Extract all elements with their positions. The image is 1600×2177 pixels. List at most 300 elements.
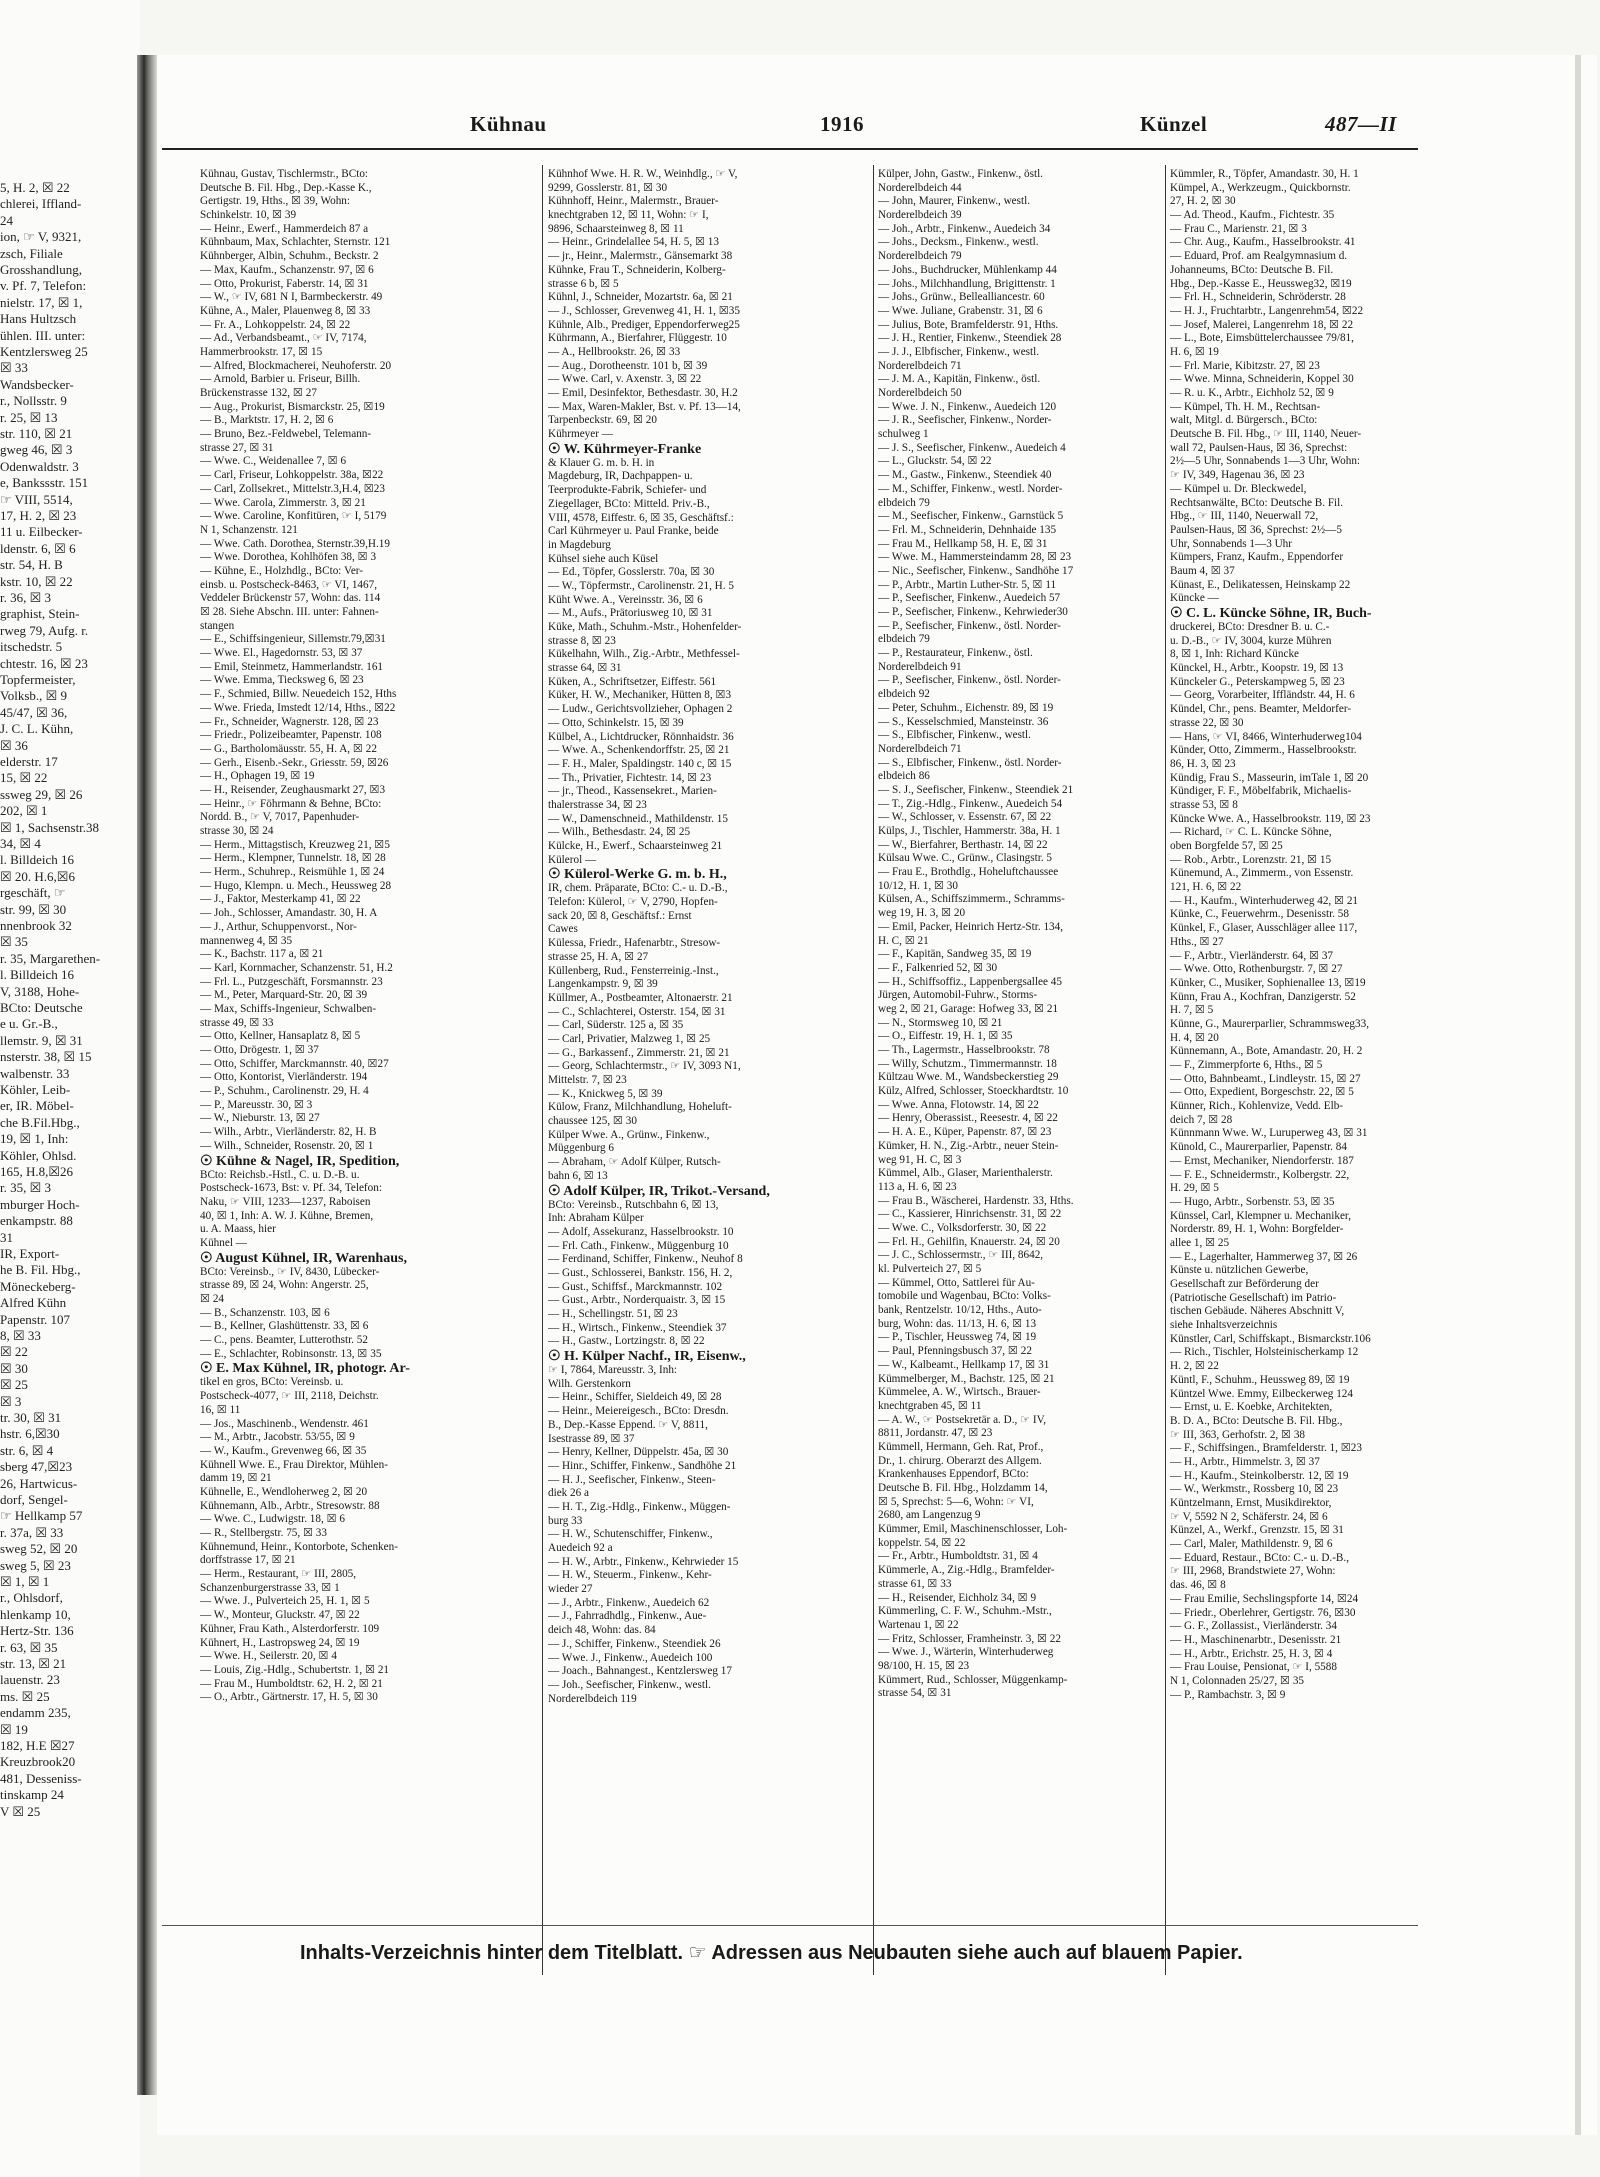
directory-entry-line: Külper Wwe. A., Grünw., Finkenw., — [548, 1128, 710, 1141]
directory-entry-line: H. 7, ☒ 5 — [1170, 1004, 1214, 1017]
directory-entry-line: — Gust., Schlosserei, Bankstr. 156, H. 2, — [548, 1266, 733, 1279]
left-page-line: r., Nollsstr. 9 — [0, 393, 67, 409]
directory-entry-line: (Patriotische Gesellschaft) im Patrio- — [1170, 1291, 1337, 1304]
directory-entry-line: knechtgraben 12, ☒ 11, Wohn: ☞ I, — [548, 209, 709, 222]
directory-entry-line: Rechtsanwälte, BCto: Deutsche B. Fil. — [1170, 496, 1344, 509]
directory-entry-line: — L., Gluckstr. 54, ☒ 22 — [878, 455, 992, 468]
left-page-line: 45/47, ☒ 36, — [0, 704, 68, 720]
directory-entry-line: — Kümpel, Th. H. M., Rechtsan- — [1170, 400, 1321, 413]
directory-entry-line: Deutsche B. Fil. Hbg., ☞ III, 1140, Neuer- — [1170, 428, 1362, 441]
directory-entry-line: — Hinr., Schiffer, Finkenw., Sandhöhe 21 — [548, 1459, 737, 1472]
directory-entry-line: Künker, C., Musiker, Sophienallee 13, ☒19 — [1170, 976, 1366, 989]
left-page-line: che B.Fil.Hbg., — [0, 1114, 80, 1130]
directory-entry-line: — Friedr., Polizeibeamter, Papenstr. 108 — [200, 729, 382, 742]
directory-entry-line: — L., Bote, Eimsbüttelerchaussee 79/81, — [1170, 332, 1354, 345]
directory-entry-line: — S., Elbfischer, Finkenw., östl. Norder- — [878, 756, 1062, 769]
directory-entry-line: Küker, H. W., Mechaniker, Hütten 8, ☒3 — [548, 689, 732, 702]
directory-entry-line: Norderelbdeich 44 — [878, 181, 962, 194]
left-page-line: Hans Hultzsch — [0, 311, 77, 327]
directory-entry-line: Külsen, A., Schiffszimmerm., Schramms- — [878, 893, 1065, 906]
directory-entry-line: ☒ 5, Sprechst: 5—6, Wohn: ☞ VI, — [878, 1495, 1034, 1508]
directory-entry-line: — Th., Privatier, Fichtestr. 14, ☒ 23 — [548, 771, 712, 784]
left-page-line: e, Bankssstr. 151 — [0, 475, 89, 491]
column-divider — [1165, 165, 1166, 1975]
directory-entry-line: — O., Arbtr., Gärtnerstr. 17, H. 5, ☒ 30 — [200, 1691, 378, 1704]
directory-entry-line: — Wwe. Carola, Zimmerstr. 3, ☒ 21 — [200, 496, 366, 509]
left-page-line: r. 36, ☒ 3 — [0, 590, 52, 605]
directory-entry-line: Künnemann, A., Bote, Amandastr. 20, H. 2 — [1170, 1045, 1363, 1058]
directory-entry-line: Kündig, Frau S., Masseurin, imTale 1, ☒ 20 — [1170, 771, 1369, 784]
directory-entry-line: Hammerbrookstr. 17, ☒ 15 — [200, 345, 323, 358]
directory-entry-line: BCto: Reichsb.-Hstl., C. u. D.-B. u. — [200, 1168, 360, 1181]
directory-entry-line: u. A. Maass, hier — [200, 1223, 276, 1236]
left-page-line: Köhler, Leib- — [0, 1082, 71, 1097]
directory-entry-line: — Ad., Verbandsbeamt., ☞ IV, 7174, — [200, 332, 367, 345]
directory-entry-line: Krankenhauses Eppendorf, BCto: — [878, 1468, 1029, 1481]
directory-entry-line: — Aug., Prokurist, Bismarckstr. 25, ☒19 — [200, 400, 385, 413]
directory-entry-line: — M., Seefischer, Finkenw., Garnstück 5 — [878, 510, 1064, 523]
directory-entry-line: — H. W., Schutenschiffer, Finkenw., — [548, 1528, 713, 1541]
directory-entry-line: — W., Bierfahrer, Berthastr. 14, ☒ 22 — [878, 838, 1048, 851]
left-page-line: ☒ 1, Sachsenstr.38 — [0, 819, 100, 835]
left-page-line: 17, H. 2, ☒ 23 — [0, 508, 77, 523]
directory-entry-line: — Emil, Desinfektor, Bethesdastr. 30, H.2 — [548, 387, 738, 399]
directory-entry-line: — Fritz, Schlosser, Framheinstr. 3, ☒ 22 — [878, 1632, 1061, 1645]
left-page-line: Köhler, Ohlsd. — [0, 1147, 77, 1163]
directory-entry-line: strasse 30, ☒ 24 — [200, 825, 274, 837]
directory-entry-line: — S., Elbfischer, Finkenw., westl. — [878, 729, 1031, 742]
directory-entry-line: — Herm., Klempner, Tunnelstr. 18, ☒ 28 — [200, 852, 386, 865]
directory-entry-line: Magdeburg, IR, Dachpappen- u. — [548, 470, 693, 483]
directory-entry-line: Jürgen, Automobil-Fuhrw., Storms- — [878, 989, 1038, 1002]
directory-entry-line: Kührmeyer — — [548, 428, 613, 441]
left-page-line: 26, Hartwicus- — [0, 1475, 78, 1491]
directory-entry-line: — Friedr., Oberlehrer, Gertigstr. 76, ☒30 — [1170, 1606, 1356, 1619]
directory-entry-line: Künzel, A., Werkf., Grenzstr. 15, ☒ 31 — [1170, 1524, 1344, 1537]
directory-entry-line: Kümker, H. N., Zig.-Arbtr., neuer Stein- — [878, 1139, 1059, 1152]
directory-entry-line: — Carl, Privatier, Malzweg 1, ☒ 25 — [548, 1032, 711, 1045]
directory-entry-line: Kümmer, Emil, Maschinenschlosser, Loh- — [878, 1523, 1068, 1536]
directory-entry-line: — Ernst, u. E. Koebke, Architekten, — [1170, 1401, 1333, 1414]
directory-entry-line: ☉ August Kühnel, IR, Warenhaus, — [200, 1250, 407, 1266]
directory-entry-line: — Wwe. J., Pulverteich 25, H. 1, ☒ 5 — [200, 1595, 370, 1608]
left-page-line: he B. Fil. Hbg., — [0, 1262, 81, 1278]
directory-entry-line: VIII, 4578, Eiffestr. 6, ☒ 35, Geschäftsf.: — [548, 511, 734, 524]
directory-entry-line: — Kühne, E., Holzhdlg., BCto: Ver- — [200, 564, 364, 577]
directory-entry-line: — Gust., Arbtr., Norderquaistr. 3, ☒ 15 — [548, 1294, 726, 1307]
left-page-line: ☒ 36 — [0, 737, 28, 753]
left-page-line: J. C. L. Kühn, — [0, 721, 74, 737]
left-page-line: str. 6, ☒ 4 — [0, 1442, 54, 1458]
left-page-line: Odenwaldstr. 3 — [0, 458, 79, 474]
directory-entry-line: — Kümmel, Otto, Sattlerei für Au- — [878, 1276, 1035, 1289]
directory-entry-line: H. 6, ☒ 19 — [1170, 345, 1219, 358]
directory-entry-line: — S. J., Seefischer, Finkenw., Steendiek 21 — [878, 783, 1074, 796]
directory-entry-line: ☉ W. Kührmeyer-Franke — [548, 441, 702, 457]
directory-entry-line: ☞ III, 363, Gerhofstr. 2, ☒ 38 — [1170, 1428, 1306, 1441]
directory-entry-line: — Kümpel u. Dr. Bleckwedel, — [1170, 482, 1307, 495]
directory-entry-line: — Wwe. H., Seilerstr. 20, ☒ 4 — [200, 1650, 337, 1663]
header-year: 1916 — [820, 112, 864, 136]
directory-entry-line: — Frau B., Wäscherei, Hardenstr. 33, Hths. — [878, 1194, 1074, 1207]
directory-entry-line: — W., Schlosser, v. Essenstr. 67, ☒ 22 — [878, 811, 1052, 824]
directory-entry-line: burg, Wohn: das. 11/13, H. 6, ☒ 13 — [878, 1317, 1037, 1330]
directory-entry-line: ☒ 24 — [200, 1293, 225, 1305]
directory-entry-line: Külerol — — [548, 853, 597, 866]
directory-entry-line: Postscheck-1673, Bst: v. Pf. 34, Telefon: — [200, 1182, 382, 1195]
directory-entry-line: elbdeich 86 — [878, 770, 930, 783]
directory-entry-line: — S., Kesselschmied, Mansteinstr. 36 — [878, 715, 1049, 728]
directory-entry-line: Kümmert, Rud., Schlosser, Müggenkamp- — [878, 1673, 1068, 1686]
directory-entry-line: — Heinr., Grindelallee 54, H. 5, ☒ 13 — [548, 236, 719, 249]
left-page-line: l. Billdeich 16 — [0, 967, 75, 983]
directory-entry-line: ☉ Külerol-Werke G. m. b. H., — [548, 867, 727, 883]
directory-entry-line: — Georg, Schlachtermstr., ☞ IV, 3093 N1, — [548, 1060, 741, 1073]
directory-entry-line: — H. W., Arbtr., Finkenw., Kehrwieder 15 — [548, 1555, 739, 1568]
left-page-line: er, IR. Möbel- — [0, 1098, 74, 1114]
directory-entry-line: 2680, am Langenzug 9 — [878, 1509, 981, 1522]
directory-entry-line: — W., Kaufm., Grevenweg 66, ☒ 35 — [200, 1444, 367, 1457]
directory-entry-line: Kühnle, Alb., Prediger, Eppendorferweg25 — [548, 318, 740, 331]
directory-entry-line: — P., Restaurateur, Finkenw., östl. — [878, 647, 1033, 660]
directory-entry-line: — J., Fahrradhdlg., Finkenw., Aue- — [548, 1610, 707, 1623]
directory-entry-line: — H., Kaufm., Steinkolberstr. 12, ☒ 19 — [1170, 1469, 1349, 1482]
left-page-line: r. 35, Margarethen- — [0, 950, 101, 966]
left-page-line: sweg 52, ☒ 20 — [0, 1541, 78, 1557]
directory-entry-line: Külps, J., Tischler, Hammerstr. 38a, H. 1 — [878, 825, 1061, 837]
directory-entry-line: BCto: Vereinsb., Rutschbahn 6, ☒ 13, — [548, 1198, 719, 1211]
directory-entry-line: — Herm., Mittagstisch, Kreuzweg 21, ☒5 — [200, 838, 390, 851]
directory-entry-line: — W., Nieburstr. 13, ☒ 27 — [200, 1112, 320, 1125]
directory-entry-line: H. 2, ☒ 22 — [1170, 1360, 1219, 1373]
directory-entry-line: — C., Kassierer, Hinrichsenstr. 31, ☒ 22 — [878, 1208, 1062, 1221]
left-page-line: sweg 5, ☒ 23 — [0, 1557, 71, 1573]
column-divider — [873, 165, 874, 1975]
directory-entry-line: Telefon: Külerol, ☞ V, 2790, Hopfen- — [548, 896, 718, 909]
directory-entry-line: — J. R., Seefischer, Finkenw., Norder- — [878, 414, 1052, 427]
directory-entry-line: — M., Peter, Marquard-Str. 20, ☒ 39 — [200, 989, 368, 1002]
book-gutter — [137, 55, 157, 2095]
directory-entry-line: — Wwe. J., Wärterin, Winterhuderweg — [878, 1646, 1054, 1659]
directory-entry-line: 121, H. 6, ☒ 22 — [1170, 881, 1242, 894]
directory-entry-line: — Arnold, Barbier u. Friseur, Billh. — [200, 373, 361, 386]
directory-entry-line: oben Borgfelde 57, ☒ 25 — [1170, 840, 1283, 852]
left-page-line: rweg 79, Aufg. r. — [0, 622, 89, 638]
left-page-line: Kreuzbrook20 — [0, 1754, 76, 1770]
directory-entry-line: — Wwe. Cath. Dorothea, Sternstr.39,H.19 — [200, 537, 390, 550]
directory-entry-line: — K., Knickweg 5, ☒ 39 — [548, 1087, 663, 1100]
directory-entry-line: 16, ☒ 11 — [200, 1403, 241, 1416]
directory-entry-line: tomobile und Wagenbau, BCto: Volks- — [878, 1290, 1051, 1303]
directory-entry-line: — P., Seefischer, Finkenw., östl. Norder- — [878, 674, 1061, 687]
directory-entry-line: — Peter, Schuhm., Eichenstr. 89, ☒ 19 — [878, 701, 1054, 714]
left-page-line: v. Pf. 7, Telefon: — [0, 278, 87, 294]
directory-entry-line: — Frau Louise, Pensionat, ☞ I, 5588 — [1170, 1661, 1337, 1674]
directory-entry-line: Deutsche B. Fil. Hbg., Holzdamm 14, — [878, 1482, 1048, 1494]
left-page-line: ☒ 20. H.6,☒6 — [0, 868, 75, 884]
directory-entry-line: — John, Maurer, Finkenw., westl. — [878, 195, 1031, 208]
directory-entry-line: Nordd. B., ☞ V, 7017, Papenhuder- — [200, 811, 360, 824]
directory-entry-line: druckerei, BCto: Dresdner B. u. C.- — [1170, 621, 1330, 633]
header-right-word: Künzel — [1140, 112, 1208, 136]
directory-entry-line: 98/100, H. 15, ☒ 23 — [878, 1659, 970, 1672]
directory-entry-line: Hbg., ☞ III, 1140, Neuerwall 72, — [1170, 510, 1319, 523]
directory-entry-line: — Julius, Bote, Bramfelderstr. 91, Hths. — [878, 318, 1059, 331]
directory-entry-line: N 1, Schanzenstr. 121 — [200, 523, 298, 536]
directory-entry-line: — jr., Theod., Kassensekret., Marien- — [548, 785, 717, 798]
directory-entry-line: — W., Kalbeamt., Hellkamp 17, ☒ 31 — [878, 1358, 1050, 1371]
directory-entry-line: — H. T., Zig.-Hdlg., Finkenw., Müggen- — [548, 1500, 731, 1513]
left-page-line: ☞ VIII, 5514, — [0, 491, 73, 507]
directory-entry-line: N 1, Colonnaden 25/27, ☒ 35 — [1170, 1674, 1305, 1687]
directory-entry-line: — Ferdinand, Schiffer, Finkenw., Neuhof 8 — [548, 1253, 743, 1266]
directory-entry-line: Kühne, A., Maler, Plauenweg 8, ☒ 33 — [200, 304, 371, 317]
left-page-line: zsch, Filiale — [0, 245, 63, 261]
left-page-line: 15, ☒ 22 — [0, 770, 48, 786]
directory-entry-line: Norderelbdeich 71 — [878, 359, 962, 372]
left-page-line: hlenkamp 10, — [0, 1606, 71, 1622]
directory-entry-line: Wilh. Gerstenkorn — [548, 1377, 631, 1390]
directory-entry-line: strasse 53, ☒ 8 — [1170, 798, 1238, 811]
directory-entry-line: schulweg 1 — [878, 428, 929, 441]
directory-entry-line: Uhr, Sonnabends 1—3 Uhr — [1170, 537, 1292, 550]
directory-entry-line: Kühnhof Wwe. H. R. W., Weinhdlg., ☞ V, — [548, 168, 738, 180]
directory-entry-line: — O., Eiffestr. 19, H. 1, ☒ 35 — [878, 1030, 1013, 1043]
directory-column-2 — [548, 168, 868, 1808]
left-page-line: dorf, Sengel- — [0, 1492, 68, 1507]
left-page-line: nsterstr. 38, ☒ 15 — [0, 1049, 92, 1065]
directory-entry-line: — Frau Emilie, Sechslingspforte 14, ☒24 — [1170, 1592, 1359, 1605]
directory-entry-line: — B., Marktstr. 17, H. 2, ☒ 6 — [200, 414, 334, 427]
directory-entry-line: Künke, C., Feuerwehrm., Desenisstr. 58 — [1170, 908, 1349, 921]
directory-entry-line: — B., Schanzenstr. 103, ☒ 6 — [200, 1306, 330, 1319]
left-page-line: V ☒ 25 — [0, 1803, 41, 1819]
directory-entry-line: Külsau Wwe. C., Grünw., Clasingstr. 5 — [878, 852, 1053, 865]
directory-entry-line: Hbg., Dep.-Kasse E., Heussweg32, ☒19 — [1170, 277, 1352, 290]
directory-entry-line: u. D.-B., ☞ IV, 3004, kurze Mühren — [1170, 634, 1332, 647]
directory-entry-line: — Joh., Arbtr., Finkenw., Auedeich 34 — [878, 222, 1051, 235]
directory-entry-line: einsb. u. Postscheck-8463, ☞ VI, 1467, — [200, 578, 378, 591]
directory-entry-line: — Frl. M., Schneiderin, Dehnhaide 135 — [878, 523, 1057, 536]
directory-entry-line: Külz, Alfred, Schlosser, Stoeckhardtstr. 10 — [878, 1085, 1069, 1098]
directory-entry-line: H. C, ☒ 21 — [878, 934, 929, 947]
directory-entry-line: — Adolf, Assekuranz, Hasselbrookstr. 10 — [548, 1225, 734, 1238]
directory-entry-line: ☞ I, 7864, Mareusstr. 3, Inh: — [548, 1364, 678, 1377]
directory-entry-line: — Bruno, Bez.-Feldwebel, Telemann- — [200, 428, 372, 441]
directory-entry-line: Carl Kührmeyer u. Paul Franke, beide — [548, 525, 719, 538]
directory-entry-line: 2½—5 Uhr, Sonnabends 1—3 Uhr, Wohn: — [1170, 455, 1361, 468]
directory-entry-line: B. D. A., BCto: Deutsche B. Fil. Hbg., — [1170, 1414, 1343, 1427]
left-page-line: 34, ☒ 4 — [0, 836, 41, 851]
directory-entry-line: Kühnberger, Albin, Schuhm., Beckstr. 2 — [200, 250, 379, 263]
directory-entry-line: — Wwe. M., Hammersteindamm 28, ☒ 23 — [878, 551, 1072, 564]
directory-entry-line: Küken, A., Schriftsetzer, Eiffestr. 561 — [548, 675, 717, 688]
directory-entry-line: Künold, C., Maurerparlier, Papenstr. 84 — [1170, 1141, 1347, 1154]
directory-entry-line: — J. S., Seefischer, Finkenw., Auedeich 4 — [878, 441, 1066, 454]
directory-entry-line: — J. H., Rentier, Finkenw., Steendiek 28 — [878, 332, 1062, 345]
directory-entry-line: — Joh., Seefischer, Finkenw., westl. — [548, 1678, 711, 1691]
left-page-line: Alfred Kühn — [0, 1295, 67, 1311]
directory-entry-line: — F., Schiffsingen., Bramfelderstr. 1, ☒23 — [1170, 1442, 1362, 1455]
left-page-line: elderstr. 17 — [0, 754, 58, 769]
directory-entry-line: — Frl. Marie, Kibitzstr. 27, ☒ 23 — [1170, 359, 1320, 372]
directory-entry-line: Johanneums, BCto: Deutsche B. Fil. — [1170, 263, 1334, 276]
directory-entry-line: — Rob., Arbtr., Lorenzstr. 21, ☒ 15 — [1170, 853, 1332, 866]
directory-entry-line: Tarpenbeckstr. 69, ☒ 20 — [548, 414, 657, 427]
directory-entry-line: Künner, Rich., Kohlenvize, Vedd. Elb- — [1170, 1100, 1344, 1113]
left-page-line: rgeschäft, ☞ — [0, 885, 66, 901]
directory-entry-line: in Magdeburg — [548, 538, 611, 551]
directory-entry-line: — Josef, Malerei, Langenrehm 18, ☒ 22 — [1170, 318, 1354, 331]
directory-entry-line: strasse 54, ☒ 31 — [878, 1687, 952, 1700]
directory-entry-line: Mittelstr. 7, ☒ 23 — [548, 1074, 627, 1086]
directory-column-3 — [878, 168, 1198, 1808]
directory-entry-line: — T., Zig.-Hdlg., Finkenw., Auedeich 54 — [878, 797, 1063, 810]
directory-entry-line: Künn, Frau A., Kochfran, Danzigerstr. 52 — [1170, 990, 1356, 1003]
directory-entry-line: strasse 25, H. A, ☒ 27 — [548, 950, 649, 963]
directory-entry-line: — M., Schiffer, Finkenw., westl. Norder- — [878, 482, 1063, 495]
directory-entry-line: — Fr., Arbtr., Humboldtstr. 31, ☒ 4 — [878, 1550, 1038, 1563]
directory-entry-line: — Richard, ☞ C. L. Küncke Söhne, — [1170, 826, 1332, 839]
directory-entry-line: Kümpers, Franz, Kaufm., Eppendorfer — [1170, 551, 1344, 564]
directory-entry-line: — Johs., Buchdrucker, Mühlenkamp 44 — [878, 263, 1057, 276]
directory-entry-line: Künckel, H., Arbtr., Koopstr. 19, ☒ 13 — [1170, 662, 1344, 675]
directory-entry-line: bank, Rentzelstr. 10/12, Hths., Auto- — [878, 1304, 1042, 1317]
directory-entry-line: — Fr., Schneider, Wagnerstr. 128, ☒ 23 — [200, 715, 379, 728]
directory-entry-line: — H., Ophagen 19, ☒ 19 — [200, 770, 315, 783]
directory-entry-line: Künne, G., Maurerparlier, Schrammsweg33, — [1170, 1017, 1370, 1030]
directory-entry-line: — A., Hellbrookstr. 26, ☒ 33 — [548, 345, 681, 358]
directory-entry-line: — Wwe. C., Weidenallee 7, ☒ 6 — [200, 455, 347, 468]
directory-entry-line: Dr., 1. chirurg. Oberarzt des Allgem. — [878, 1454, 1042, 1467]
left-page-line: 31 — [0, 1229, 13, 1245]
directory-entry-line: Ziegellager, BCto: Mitteld. Priv.-B., — [548, 497, 710, 510]
left-page-line: BCto: Deutsche — [0, 1000, 83, 1015]
directory-entry-line: Küntl, F., Schuhm., Heussweg 89, ☒ 19 — [1170, 1373, 1350, 1386]
directory-entry-line: — Carl, Maler, Mathildenstr. 9, ☒ 6 — [1170, 1538, 1333, 1551]
directory-entry-line: — Herm., Schuhrep., Reismühle 1, ☒ 24 — [200, 866, 385, 879]
directory-entry-line: Wartenau 1, ☒ 22 — [878, 1618, 959, 1631]
left-page-line: 182, H.E ☒27 — [0, 1738, 75, 1753]
directory-entry-line: Gertigstr. 19, Hths., ☒ 39, Wohn: — [200, 195, 351, 208]
directory-entry-line: — H., Schellingstr. 51, ☒ 23 — [548, 1308, 678, 1320]
directory-entry-line: — Henry, Kellner, Düppelstr. 45a, ☒ 30 — [548, 1446, 729, 1459]
directory-entry-line: — P., Rambachstr. 3, ☒ 9 — [1170, 1688, 1286, 1701]
directory-entry-line: Künkel, F., Glaser, Ausschläger allee 117, — [1170, 922, 1358, 935]
directory-entry-line: wall 72, Paulsen-Haus, ☒ 36, Sprechst: — [1170, 441, 1348, 454]
directory-entry-line: walt, Mitgl. d. Bürgersch., BCto: — [1170, 414, 1318, 427]
directory-entry-line: — Gust., Schiffsf., Marckmannstr. 102 — [548, 1280, 723, 1293]
directory-entry-line: Künckeler G., Peterskampweg 5, ☒ 23 — [1170, 675, 1345, 688]
directory-entry-line: — Ernst, Mechaniker, Niendorferstr. 187 — [1170, 1154, 1354, 1167]
directory-entry-line: 10/12, H. 1, ☒ 30 — [878, 879, 958, 892]
directory-entry-line: — Otto, Schinkelstr. 15, ☒ 39 — [548, 716, 684, 729]
directory-entry-line: — Louis, Zig.-Hdlg., Schubertstr. 1, ☒ 21 — [200, 1663, 390, 1676]
directory-entry-line: strasse 22, ☒ 30 — [1170, 716, 1244, 729]
directory-entry-line: — M., Gastw., Finkenw., Steendiek 40 — [878, 469, 1052, 482]
left-page-line: e u. Gr.-B., — [0, 1016, 58, 1032]
directory-entry-line: Norderelbdeich 119 — [548, 1692, 637, 1705]
directory-entry-line: — Wwe. Frieda, Imstedt 12/14, Hths., ☒22 — [200, 701, 396, 714]
directory-entry-line: — Wwe. Caroline, Konfitüren, ☞ I, 5179 — [200, 510, 387, 523]
directory-entry-line: — Emil, Steinmetz, Hammerlandstr. 161 — [200, 660, 384, 673]
directory-entry-line: — H., Schiffsoffiz., Lappenbergsallee 45 — [878, 975, 1062, 988]
directory-entry-line: — Emil, Packer, Heinrich Hertz-Str. 134, — [878, 920, 1064, 933]
directory-entry-line: Kümmelee, A. W., Wirtsch., Brauer- — [878, 1386, 1041, 1399]
directory-entry-line: chaussee 125, ☒ 30 — [548, 1115, 637, 1128]
directory-entry-line: burg 33 — [548, 1514, 583, 1527]
directory-entry-line: Künder, Otto, Zimmerm., Hasselbrookstr. — [1170, 744, 1357, 757]
directory-entry-line: — J., Arbtr., Finkenw., Auedeich 62 — [548, 1596, 710, 1609]
directory-entry-line: — Th., Lagermstr., Hasselbrookstr. 78 — [878, 1044, 1050, 1056]
directory-entry-line: Künstler, Carl, Schiffskapt., Bismarckstr.106 — [1170, 1332, 1371, 1345]
directory-entry-line: elbdeich 79 — [878, 633, 930, 646]
directory-entry-line: Küncke — — [1170, 592, 1219, 605]
directory-entry-line: strasse 64, ☒ 31 — [548, 662, 622, 675]
directory-entry-line: — H., Arbtr., Himmelstr. 3, ☒ 37 — [1170, 1455, 1320, 1468]
left-page-line: str. 13, ☒ 21 — [0, 1656, 67, 1671]
directory-entry-line: Norderelbdeich 79 — [878, 250, 962, 263]
directory-entry-line: — F., Arbtr., Vierländerstr. 64, ☒ 37 — [1170, 949, 1334, 962]
directory-entry-line: — Wilh., Bethesdastr. 24, ☒ 25 — [548, 826, 691, 839]
directory-entry-line: — Otto, Prokurist, Faberstr. 14, ☒ 31 — [200, 277, 369, 290]
directory-entry-line: Kültzau Wwe. M., Wandsbeckerstieg 29 — [878, 1071, 1059, 1084]
directory-entry-line: Brückenstrasse 132, ☒ 27 — [200, 387, 317, 399]
directory-entry-line: ☞ IV, 349, Hagenau 36, ☒ 23 — [1170, 469, 1305, 482]
directory-entry-line: ☉ E. Max Kühnel, IR, photogr. Ar- — [200, 1361, 410, 1377]
left-page-line: ☒ 1, ☒ 1 — [0, 1574, 50, 1589]
directory-entry-line: — F., Schmied, Billw. Neuedeich 152, Hths — [200, 688, 397, 701]
directory-entry-line: — E., Schiffsingenieur, Sillemstr.79,☒31 — [200, 633, 386, 646]
directory-entry-line: Gesellschaft zur Beförderung der — [1170, 1278, 1319, 1290]
directory-column-1 — [200, 168, 520, 1808]
left-page-line: ☒ 33 — [0, 360, 28, 376]
directory-entry-line: Künste u. nützlichen Gewerbe, — [1170, 1264, 1309, 1277]
directory-entry-line: Kümmelberger, M., Bachstr. 125, ☒ 21 — [878, 1372, 1055, 1385]
directory-entry-line: — Frau M., Humboldtstr. 62, H. 2, ☒ 21 — [200, 1677, 383, 1690]
directory-entry-line: weg 91, H. C, ☒ 3 — [878, 1153, 962, 1166]
directory-entry-line: — J., Faktor, Mesterkamp 41, ☒ 22 — [200, 893, 361, 906]
directory-entry-line: weg 2, ☒ 21, Garage: Hofweg 33, ☒ 21 — [878, 1002, 1059, 1015]
directory-entry-line: Küllenberg, Rud., Fensterreinig.-Inst., — [548, 964, 719, 977]
directory-entry-line: — Heinr., Ewerf., Hammerdeich 87 a — [200, 222, 369, 235]
directory-entry-line: weg 19, H. 3, ☒ 20 — [878, 907, 966, 920]
left-page-line: sberg 47,☒23 — [0, 1459, 73, 1475]
left-page-line: Kentzlersweg 25 — [0, 344, 88, 359]
directory-entry-line: — Paul, Pfenningsbusch 37, ☒ 22 — [878, 1345, 1032, 1358]
left-page-line: tr. 30, ☒ 31 — [0, 1410, 62, 1425]
directory-entry-line: 8811, Jordanstr. 47, ☒ 23 — [878, 1427, 993, 1440]
left-page-line: ms. ☒ 25 — [0, 1688, 50, 1704]
directory-entry-line: — Hugo, Klempn. u. Mech., Heussweg 28 — [200, 879, 392, 892]
directory-entry-line: Kühnemund, Heinr., Kontorbote, Schenken- — [200, 1540, 398, 1553]
left-page-line: r. 63, ☒ 35 — [0, 1639, 58, 1655]
directory-entry-line: — H. A. E., Küper, Papenstr. 87, ☒ 23 — [878, 1126, 1052, 1139]
left-page-line: ühlen. III. unter: — [0, 327, 86, 343]
directory-entry-line: Künssel, Carl, Klempner u. Mechaniker, — [1170, 1209, 1351, 1222]
directory-entry-line: — Otto, Kontorist, Vierländerstr. 194 — [200, 1071, 368, 1084]
left-page-line: 8, ☒ 33 — [0, 1328, 41, 1343]
directory-entry-line: damm 19, ☒ 21 — [200, 1472, 272, 1485]
directory-entry-line: Külbel, A., Lichtdrucker, Rönnhaidstr. 36 — [548, 730, 734, 743]
directory-entry-line: — Wwe. Dorothea, Kohlhöfen 38, ☒ 3 — [200, 551, 377, 564]
directory-entry-line: 40, ☒ 1, Inh: A. W. J. Kühne, Bremen, — [200, 1209, 374, 1222]
directory-column-4 — [1170, 168, 1490, 1808]
directory-entry-line: — Wwe. J. N., Finkenw., Auedeich 120 — [878, 400, 1057, 413]
directory-entry-line: Kühnemann, Alb., Arbtr., Stresowstr. 88 — [200, 1499, 380, 1512]
directory-entry-line: Künemund, A., Zimmerm., von Essenstr. — [1170, 867, 1354, 880]
directory-entry-line: B., Dep.-Kasse Eppend. ☞ V, 8811, — [548, 1418, 708, 1431]
